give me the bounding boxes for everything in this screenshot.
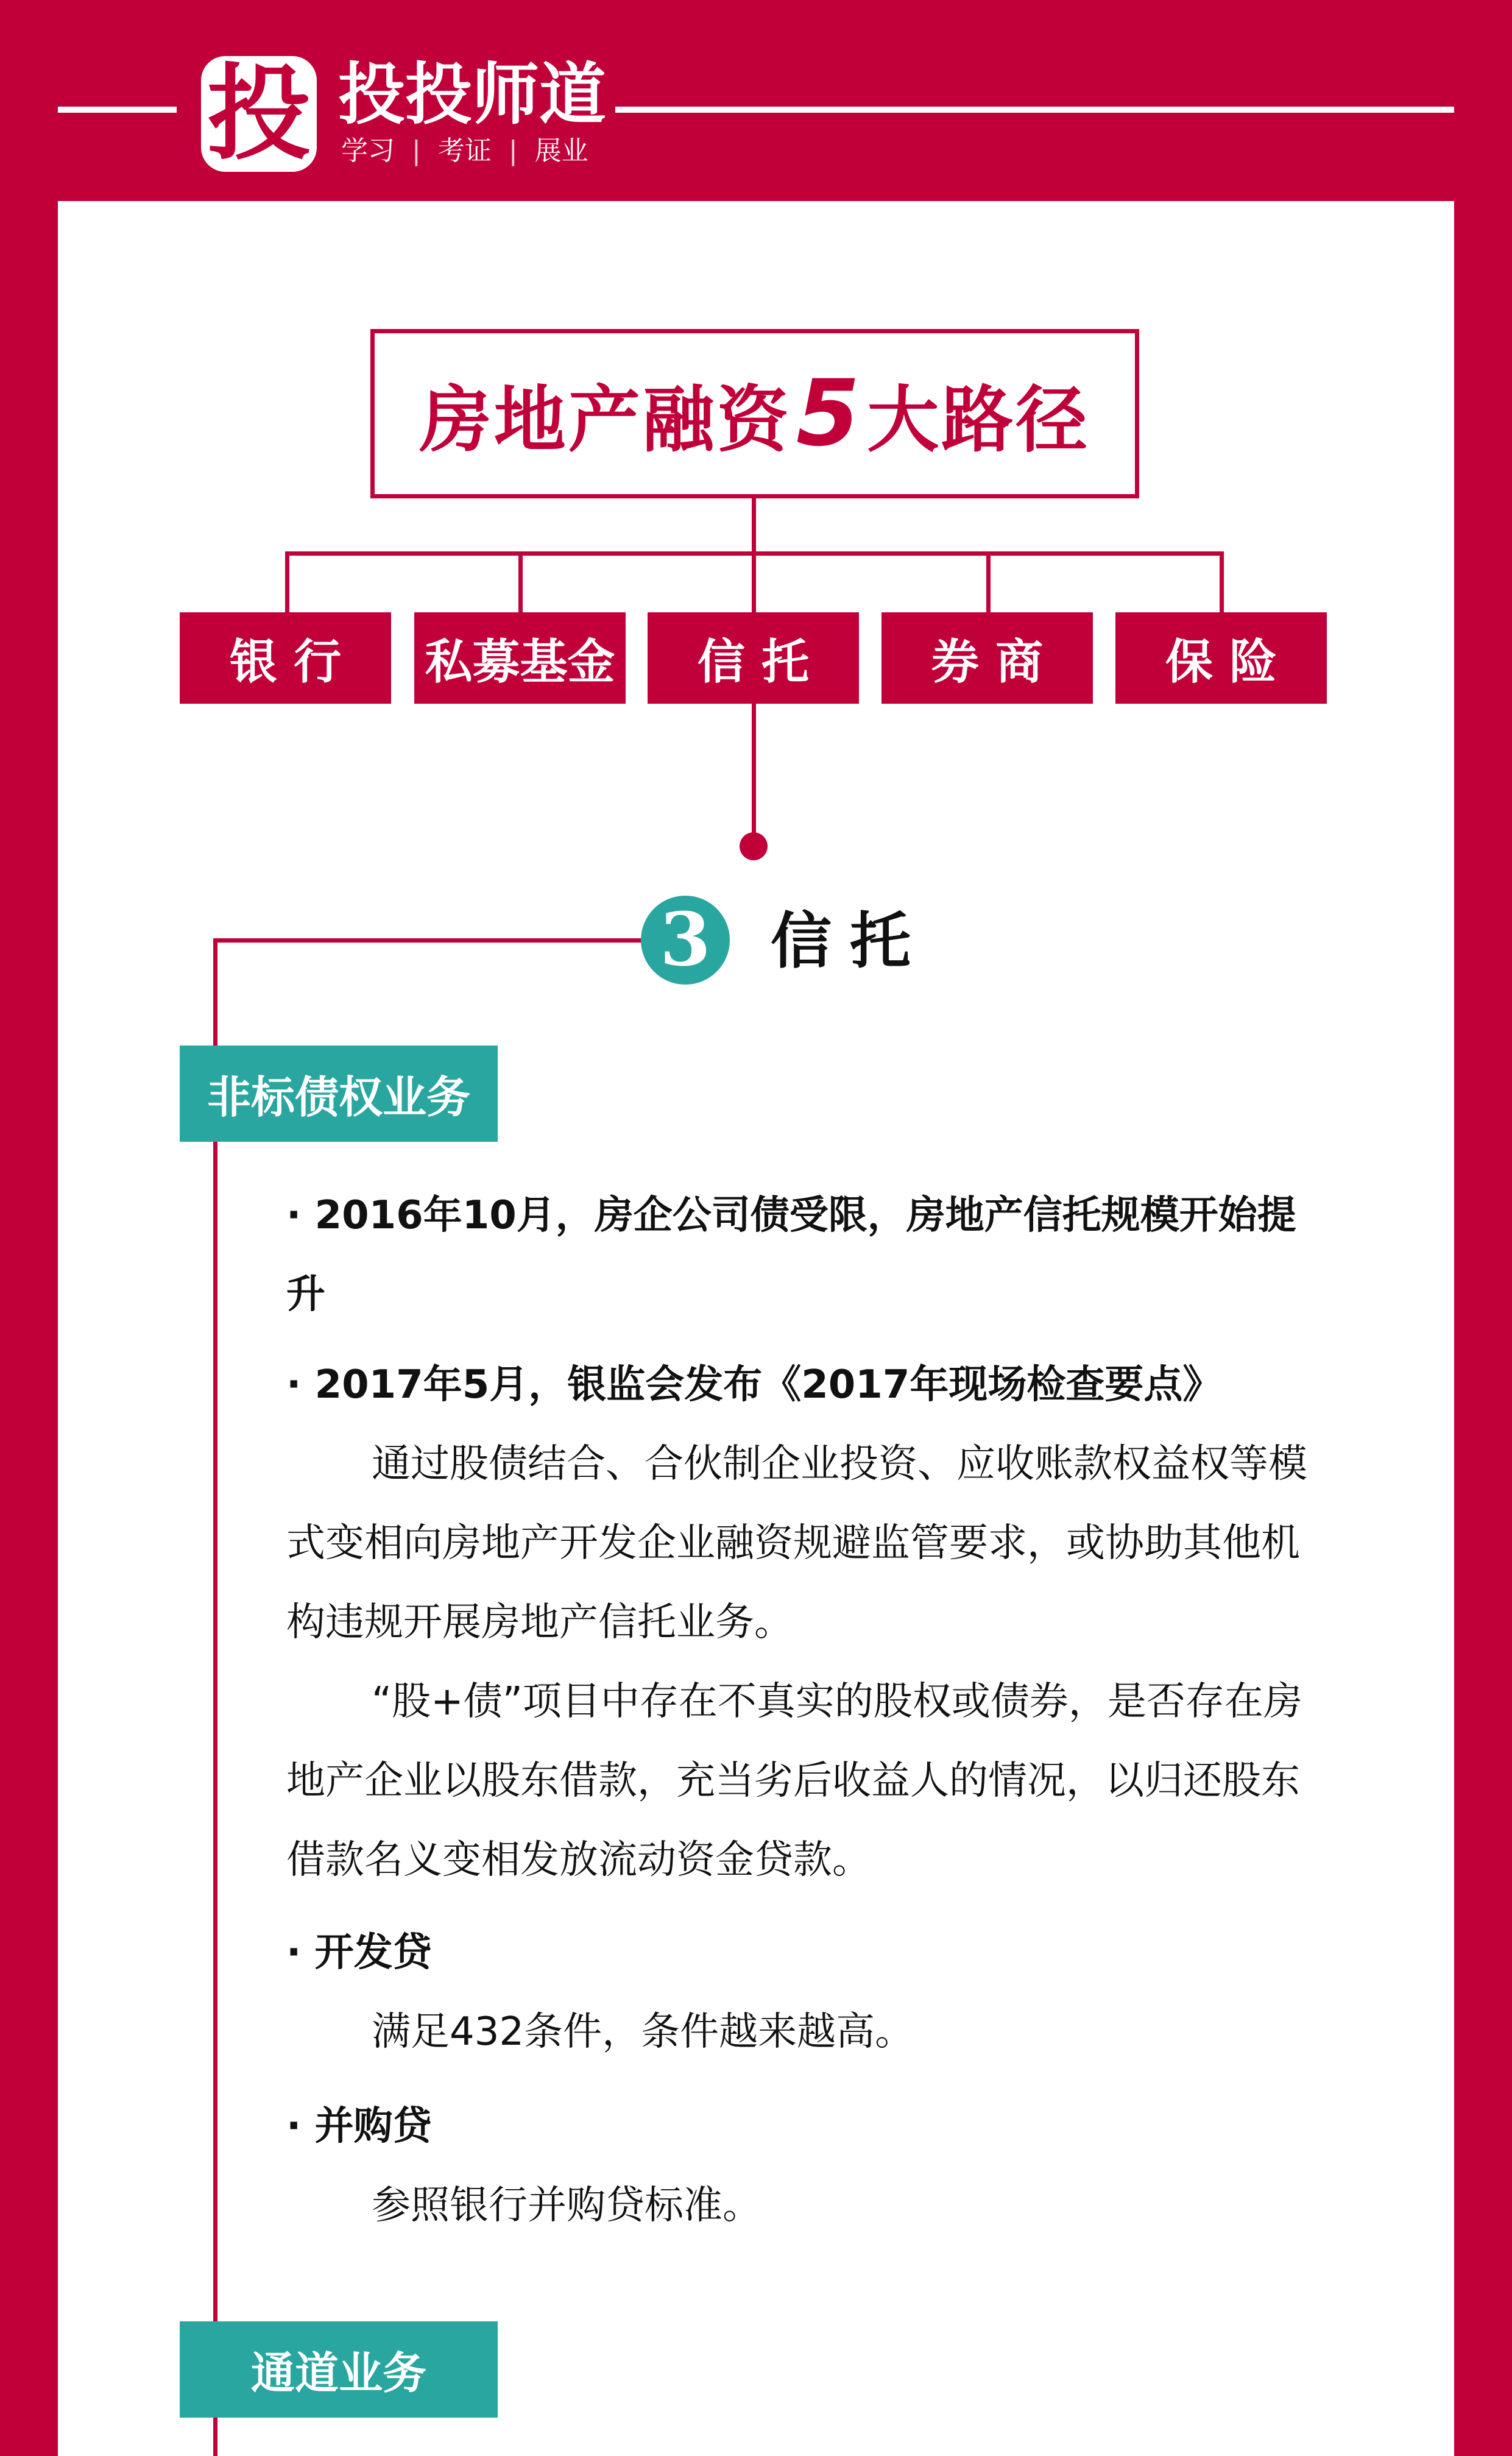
connector-horizontal	[285, 551, 1224, 556]
connector-private-fund	[518, 551, 523, 612]
category-private-fund[interactable]: 私募基金	[414, 612, 626, 704]
section-left-rail	[213, 938, 217, 2456]
connector-bank	[285, 551, 289, 612]
main-title-box	[370, 329, 1139, 498]
bullet-2017: · 2017年5月，银监会发布《2017年现场检查要点》	[286, 1362, 1222, 1407]
subsection-tag-channel-business: 通道业务	[180, 2321, 498, 2418]
brand-tag-study: 学习	[341, 135, 395, 166]
category-trust[interactable]: 信 托	[648, 612, 859, 704]
paragraph-development-loan: 满足432条件，条件越来越高。	[372, 2009, 914, 2054]
bullet-acquisition-loan: · 并购贷	[286, 2104, 432, 2149]
bullet-2016: · 2016年10月，房企公司债受限，房地产信托规模开始提升	[286, 1193, 1296, 1317]
paragraph-equity-plus-debt: “股+债”项目中存在不真实的股权或债券，是否存在房地产企业以股东借款，充当劣后收益人的情况，以归还股东借款名义变相发放流动资金贷款。	[286, 1679, 1302, 1883]
paragraph-equity-debt-combo: 通过股债结合、合伙制企业投资、应收账款权益权等模式变相向房地产开发企业融资规避监管要求，或协助其他机构违规开展房地产信托业务。	[286, 1442, 1307, 1645]
brand-tag-exam: 考证	[437, 135, 492, 166]
main-title-suffix: 大路径	[867, 378, 1090, 462]
brand-tag-separator: |	[508, 135, 518, 166]
brand-tag-career: 展业	[534, 135, 588, 166]
main-title	[420, 361, 1090, 467]
category-bank[interactable]: 银 行	[180, 612, 391, 704]
brand-logo-glyph: 投	[207, 54, 311, 174]
header-rule-left	[58, 107, 177, 113]
brand-name: 投投师道	[338, 55, 606, 133]
subsection-tag-nonstandard-debt: 非标债权业务	[180, 1046, 498, 1142]
brand-logo[interactable]	[201, 56, 317, 172]
paragraph-acquisition-loan: 参照银行并购贷标准。	[372, 2183, 761, 2228]
header-rule-right	[615, 107, 1454, 113]
connector-securities	[986, 551, 991, 612]
main-title-prefix: 房地产融资	[419, 378, 791, 462]
bullet-development-loan: · 开发贷	[286, 1930, 432, 1975]
connector-insurance	[1220, 551, 1224, 612]
section-rule	[213, 938, 646, 943]
section-number-badge: 3	[641, 896, 730, 985]
category-securities[interactable]: 券 商	[881, 612, 1093, 704]
brand-tagline	[341, 135, 588, 166]
section-title: 信托	[771, 905, 929, 977]
connector-dot	[740, 832, 768, 860]
category-insurance[interactable]: 保 险	[1115, 612, 1327, 704]
connector-trust-down	[752, 704, 756, 838]
brand-tag-separator: |	[412, 135, 421, 166]
main-title-number: 5	[796, 361, 863, 467]
